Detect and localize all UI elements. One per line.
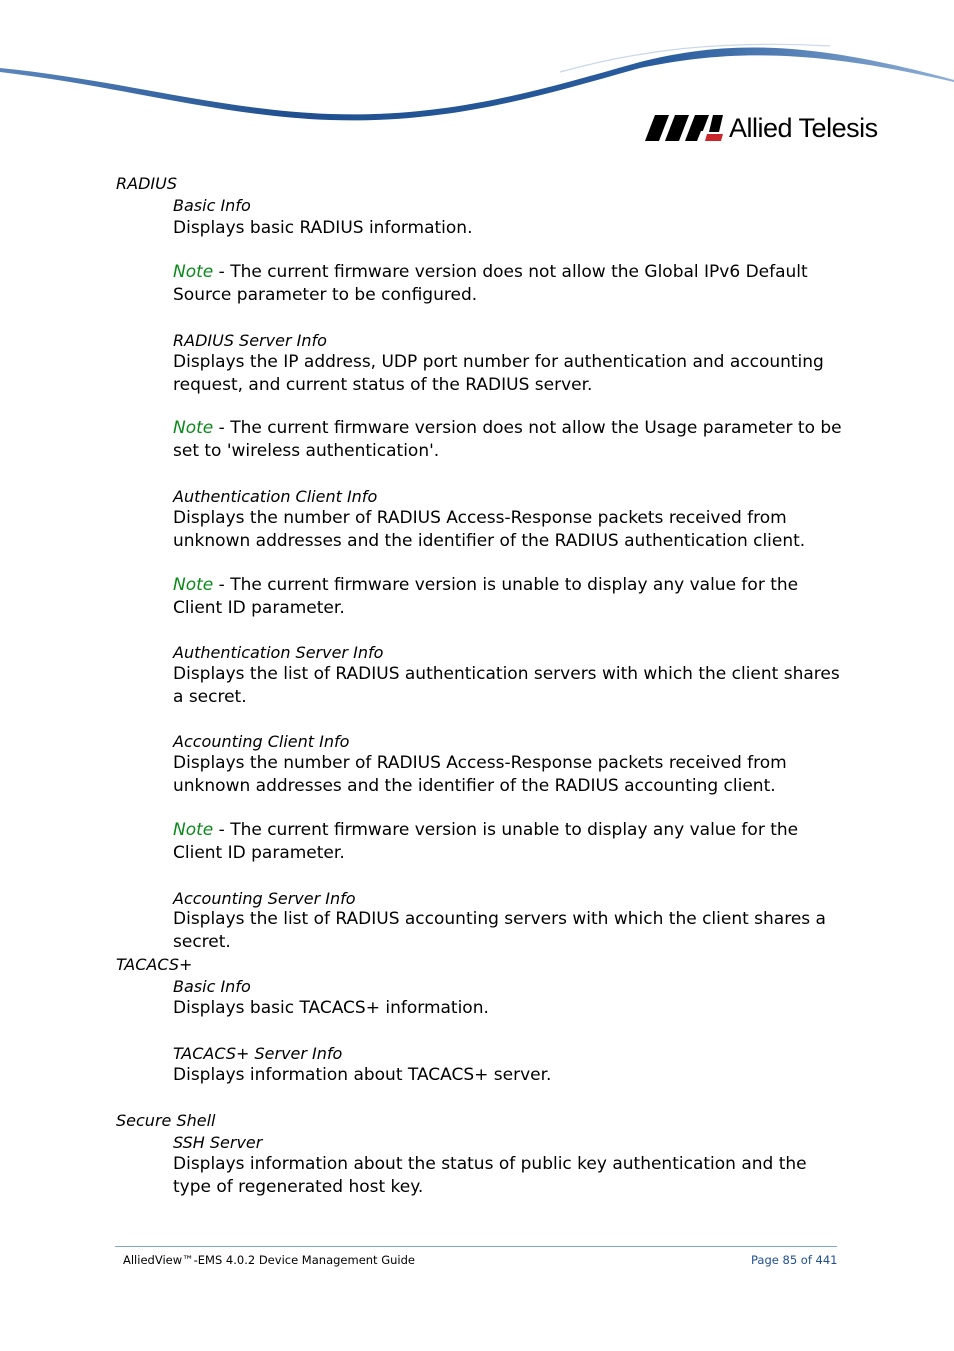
note-label: Note (173, 418, 214, 438)
ssh-server-desc: Displays information about the status of public key authentication and the type of regenerated host key. (173, 1154, 807, 1197)
tacacs-basic-desc: Displays basic TACACS+ information. (173, 998, 489, 1018)
note-text: - The current firmware version is unable to display any value for the Client ID parameter. (173, 575, 799, 618)
tacacs-server-desc: Displays information about TACACS+ server. (173, 1065, 552, 1085)
auth-client-note (173, 574, 843, 619)
subsection-title-acct-server: Accounting Server Info (173, 889, 356, 908)
subsection-title-auth-client: Authentication Client Info (173, 487, 378, 506)
subsection-title-ssh-server: SSH Server (173, 1133, 263, 1152)
radius-server-note (173, 417, 843, 462)
acct-server-desc: Displays the list of RADIUS accounting servers with which the client shares a secret. (173, 909, 826, 952)
allied-telesis-logo (645, 108, 878, 148)
footer-page-number: Page 85 of 441 (751, 1253, 838, 1267)
footer-doc-title: AlliedView™-EMS 4.0.2 Device Management Guide (123, 1253, 415, 1267)
radius-basic-desc: Displays basic RADIUS information. (173, 218, 473, 238)
subsection-title-radius-basic: Basic Info (173, 196, 251, 215)
note-text: - The current firmware version is unable to display any value for the Client ID parameter. (173, 820, 799, 863)
acct-client-desc: Displays the number of RADIUS Access-Response packets received from unknown addresses and the identifier of the RADIUS accounting client. (173, 753, 787, 796)
subsection-title-auth-server: Authentication Server Info (173, 643, 384, 662)
note-text: - The current firmware version does not allow the Usage parameter to be set to 'wireless authentication'. (173, 418, 842, 461)
note-label: Note (173, 575, 214, 595)
subsection-title-tacacs-basic: Basic Info (173, 977, 251, 996)
section-title-tacacs: TACACS+ (116, 955, 193, 974)
radius-basic-note (173, 261, 843, 306)
subsection-title-acct-client: Accounting Client Info (173, 732, 350, 751)
note-text: - The current firmware version does not allow the Global IPv6 Default Source parameter to be configured. (173, 262, 808, 305)
auth-client-desc: Displays the number of RADIUS Access-Response packets received from unknown addresses and the identifier of the RADIUS authentication client. (173, 508, 806, 551)
section-title-radius: RADIUS (116, 174, 177, 193)
logo-mark-icon (645, 114, 723, 142)
auth-server-desc: Displays the list of RADIUS authentication servers with which the client shares a secret. (173, 664, 840, 707)
footer-divider (115, 1246, 837, 1247)
acct-client-note (173, 819, 843, 864)
note-label: Note (173, 820, 214, 840)
note-label: Note (173, 262, 214, 282)
logo-text: Allied Telesis (729, 113, 878, 143)
subsection-title-tacacs-server: TACACS+ Server Info (173, 1044, 343, 1063)
subsection-title-radius-server: RADIUS Server Info (173, 331, 327, 350)
section-title-secure-shell: Secure Shell (116, 1111, 216, 1130)
radius-server-desc: Displays the IP address, UDP port number for authentication and accounting request, and current status of the RADIUS server. (173, 352, 824, 395)
